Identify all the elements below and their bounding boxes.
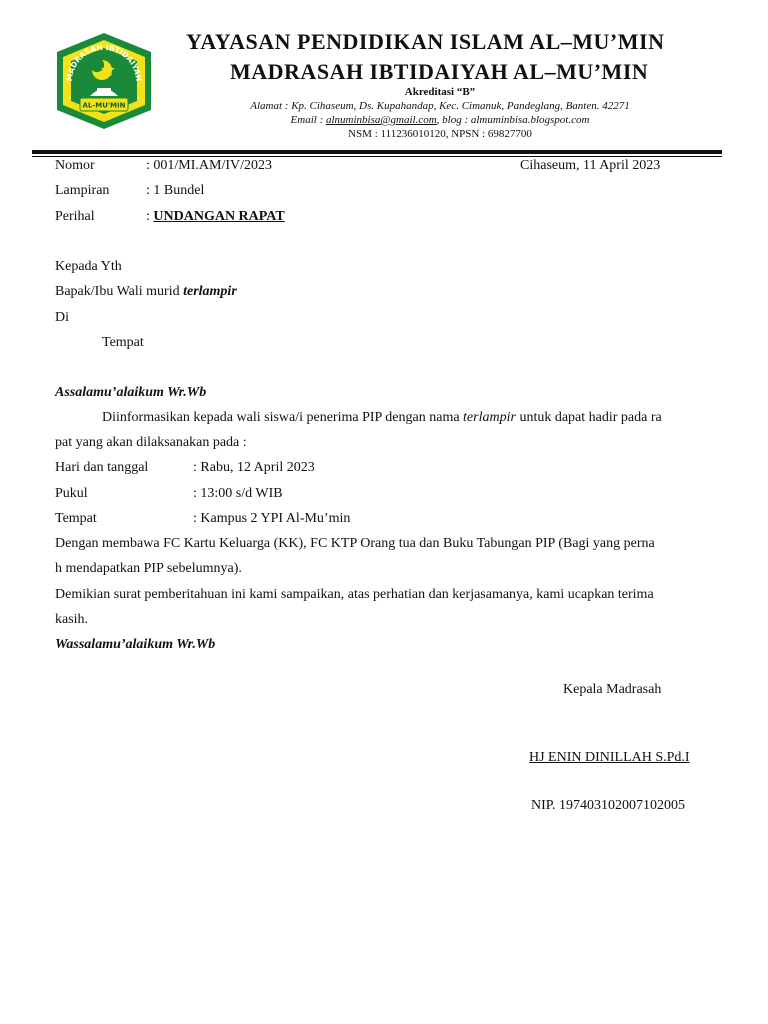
nomor-value: : 001/MI.AM/IV/2023 [146,158,272,173]
accreditation: Akreditasi “B” [404,86,476,98]
tempat-label: Tempat [55,511,97,526]
recipient-line-4: Tempat [102,335,144,350]
bring-line-2: h mendapatkan PIP sebelumnya). [55,561,242,576]
recipient-line-1: Kepada Yth [55,259,122,274]
lampiran-value: : 1 Bundel [146,183,205,198]
email-link[interactable]: alnuminbisa@gmail.com [326,114,437,126]
letter-date: Cihaseum, 11 April 2023 [520,158,661,173]
logo-ribbon-text: AL-MU'MIN [82,101,126,110]
email-label: Email : [290,114,326,126]
paragraph-1-line-1 [102,410,662,426]
foundation-name: YAYASAN PENDIDIKAN ISLAM AL–MU’MIN [186,29,665,54]
school-name: MADRASAH IBTIDAIYAH AL–MU’MIN [230,59,649,84]
school-ids: NSM : 111236010120, NPSN : 69827700 [348,128,532,140]
paragraph-1-line-2: pat yang akan dilaksanakan pada : [55,435,247,450]
closing-line-1: Demikian surat pemberitahuan ini kami sampaikan, atas perhatian dan kerjasamanya, kami ucapkan terima [55,587,654,602]
perihal-colon: : [146,209,154,224]
nomor-label: Nomor [55,158,95,173]
blog-text: , blog : almuminbisa.blogspot.com [436,114,590,126]
closing-line-2: kasih. [55,612,89,627]
signature-title: Kepala Madrasah [563,682,662,697]
perihal-label: Perihal [55,209,95,224]
tempat-value: : Kampus 2 YPI Al-Mu’min [193,511,351,526]
pukul-label: Pukul [55,486,88,501]
header-divider-thick [32,150,722,154]
perihal-row [146,209,285,225]
lampiran-label: Lampiran [55,183,110,198]
school-address: Alamat : Kp. Cihaseum, Ds. Kupahandap, Kec. Cimanuk, Pandeglang, Banten. 42271 [250,100,630,112]
recipient-line-3: Di [55,310,69,325]
logo-arc-text: MADRASAH IBTIDAIYAH [64,42,144,82]
recipient-line-2-emphasis: terlampir [183,284,237,299]
paragraph-1-emphasis: terlampir [463,410,516,425]
header-divider-thin [32,156,722,157]
school-contact [0,114,768,126]
pukul-value: : 13:00 s/d WIB [193,486,283,501]
signature-name: HJ ENIN DINILLAH S.Pd.I [529,750,690,765]
greeting: Assalamu’alaikum Wr.Wb [55,385,207,400]
paragraph-1-pre: Diinformasikan kepada wali siswa/i penerima PIP dengan nama [102,410,464,425]
perihal-value: UNDANGAN RAPAT [153,209,285,224]
paragraph-1-post: untuk dapat hadir pada ra [515,410,662,425]
hari-label: Hari dan tanggal [55,460,149,475]
bring-line-1: Dengan membawa FC Kartu Keluarga (KK), FC KTP Orang tua dan Buku Tabungan PIP (Bagi yang perna [55,536,655,551]
recipient-line-2 [55,284,237,300]
hari-value: : Rabu, 12 April 2023 [193,460,315,475]
signature-nip: NIP. 197403102007102005 [531,798,686,813]
farewell: Wassalamu’alaikum Wr.Wb [55,637,216,652]
recipient-line-2-text: Bapak/Ibu Wali murid [55,284,184,299]
